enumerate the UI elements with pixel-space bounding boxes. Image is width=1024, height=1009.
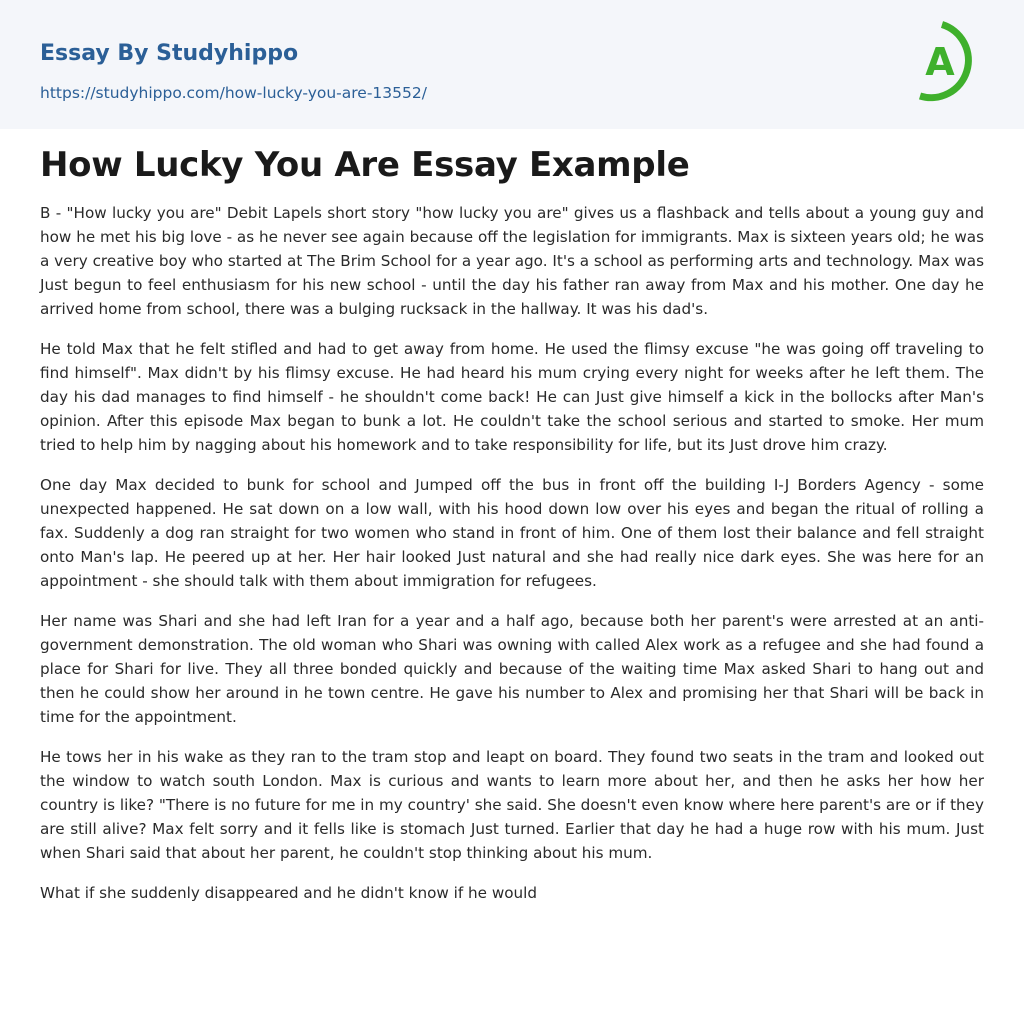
essay-paragraph: B - "How lucky you are" Debit Lapels short story "how lucky you are" gives us a flashback and tells about a young guy and how he met his big love - as he never see again because off the legislation for immigrants. Max is sixteen years old; he was a very creative boy who started at The Brim School for a year ago. It's a school as performing arts and technology. Max was Just begun to feel enthusiasm for his new school - until the day his father ran away from Max and his mother. One day he arrived home from school, there was a bulging rucksack in the hallway. It was his dad's. <box>40 204 984 318</box>
essay-paragraph: He tows her in his wake as they ran to the tram stop and leapt on board. They found two seats in the tram and looked out the window to watch south London. Max is curious and wants to learn more about her, and then he asks her how her country is like? "There is no future for me in my country' she said. She doesn't even know where here parent's are or if they are still alive? Max felt sorry and it fells like is stomach Just turned. Earlier that day he had a huge row with his mum. Just when Shari said that about her parent, he couldn't stop thinking about his mum. <box>40 748 984 862</box>
studyhippo-logo-icon[interactable] <box>912 18 988 106</box>
site-header <box>0 0 1024 129</box>
site-title[interactable]: Essay By Studyhippo <box>40 41 299 66</box>
essay-paragraph: He told Max that he felt stifled and had to get away from home. He used the flimsy excuse "he was going off traveling to find himself". Max didn't by his flimsy excuse. He had heard his mum crying every night for weeks after he left them. The day his dad manages to find himself - he shouldn't come back! He can Just give himself a kick in the bollocks after Man's opinion. After this episode Max began to bunk a lot. He couldn't take the school serious and started to smoke. Her mum tried to help him by nagging about his homework and to take responsibility for life, but its Just drove him crazy. <box>40 340 984 454</box>
source-url-link[interactable]: https://studyhippo.com/how-lucky-you-are-13552/ <box>40 84 427 102</box>
page-title: How Lucky You Are Essay Example <box>40 145 690 185</box>
logo-letter: A <box>925 40 955 84</box>
essay-paragraph: What if she suddenly disappeared and he didn't know if he would <box>40 884 538 902</box>
essay-paragraph: One day Max decided to bunk for school and Jumped off the bus in front off the building I-J Borders Agency - some unexpected happened. He sat down on a low wall, with his hood down low over his eyes and began the ritual of rolling a fax. Suddenly a dog ran straight for two women who stand in front of him. One of them lost their balance and fell straight onto Man's lap. He peered up at her. Her hair looked Just natural and she had really nice dark eyes. She was here for an appointment - she should talk with them about immigration for refugees. <box>40 476 984 590</box>
essay-paragraph: Her name was Shari and she had left Iran for a year and a half ago, because both her parent's were arrested at an anti-government demonstration. The old woman who Shari was owning with called Alex work as a refugee and she had found a place for Shari for live. They all three bonded quickly and because of the waiting time Max asked Shari to hang out and then he could show her around in he town centre. He gave his number to Alex and promising her that Shari will be back in time for the appointment. <box>40 612 984 726</box>
essay-body <box>40 201 984 921</box>
